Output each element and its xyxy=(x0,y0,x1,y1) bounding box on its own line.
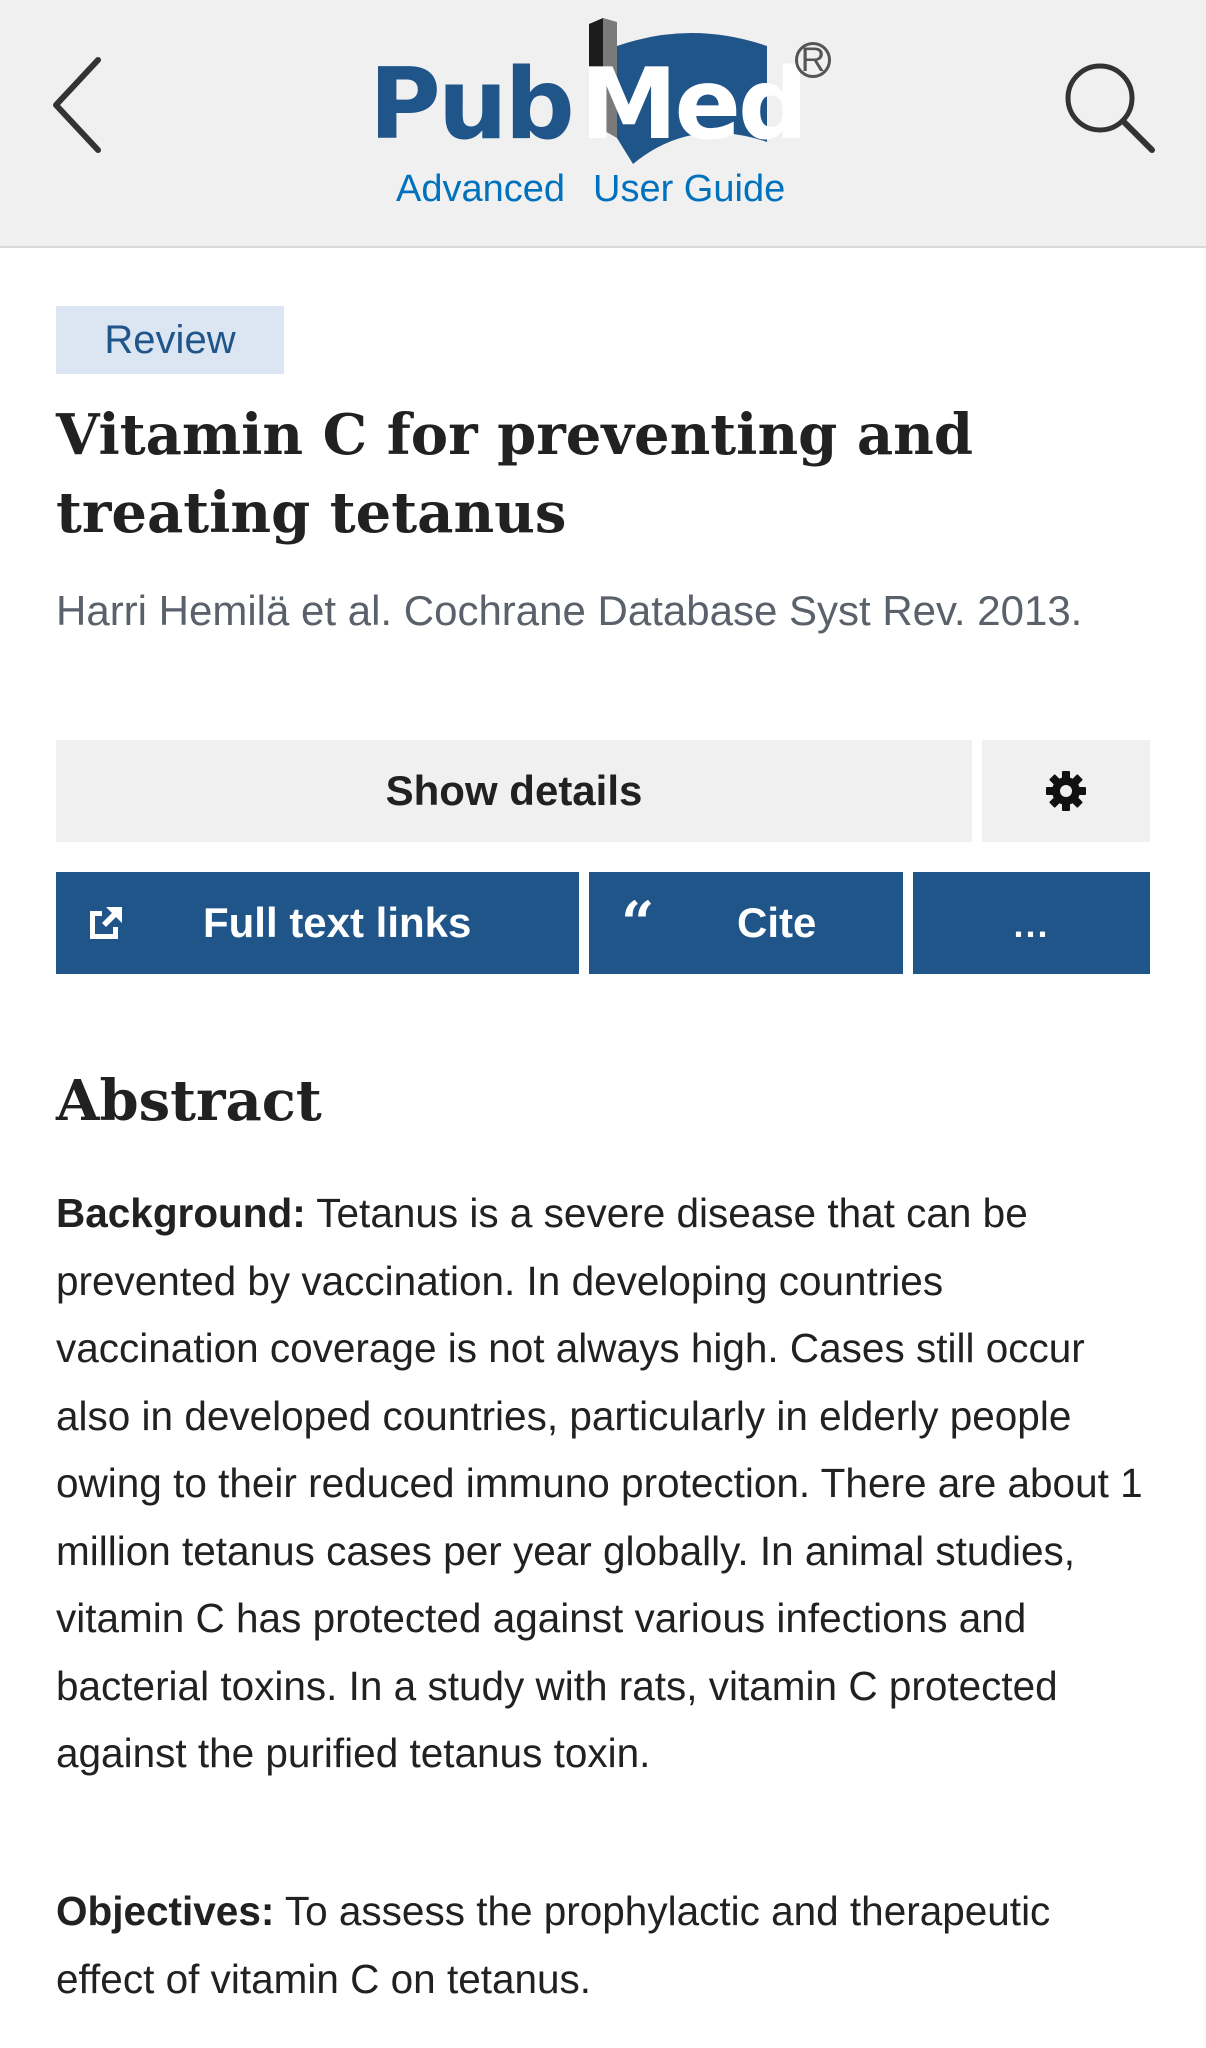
full-text-links-label: Full text links xyxy=(203,899,472,946)
back-button[interactable] xyxy=(48,50,120,160)
details-row xyxy=(56,740,1150,842)
article-citation: Harri Hemilä et al. Cochrane Database Syst Rev. 2013. xyxy=(56,587,1083,634)
external-link-icon xyxy=(86,905,124,941)
objectives-text: To assess the prophylactic and therapeutic effect of vitamin C on tetanus. xyxy=(56,1888,1051,2002)
abstract-objectives xyxy=(56,1878,1150,2013)
pubmed-logo[interactable] xyxy=(365,12,845,172)
abstract-background xyxy=(56,1180,1150,1788)
background-label: Background: xyxy=(56,1190,306,1236)
registered-mark: R xyxy=(795,42,831,78)
abstract-heading: Abstract xyxy=(56,1068,322,1134)
search-button[interactable] xyxy=(1060,58,1160,158)
search-icon xyxy=(1060,58,1160,158)
action-buttons xyxy=(56,872,1150,974)
settings-button[interactable] xyxy=(982,740,1150,842)
publication-type-badge: Review xyxy=(56,306,284,374)
show-details-button[interactable]: Show details xyxy=(56,740,972,842)
article-title: Vitamin C for preventing and treating tetanus xyxy=(56,402,973,546)
background-text: Tetanus is a severe disease that can be prevented by vaccination. In developing countries vaccination coverage is not always high. Cases still occur also in developed countries, particularly in elderly people owing to their reduced immuno protection. There are about 1 million tetanus cases per year globally. In animal studies, vitamin C has protected against various infections and bacterial toxins. In a study with rats, vitamin C protected against the purified tetanus toxin. xyxy=(56,1190,1143,1776)
gear-icon xyxy=(1044,769,1088,813)
user-guide-link[interactable]: User Guide xyxy=(593,168,786,210)
more-actions-button[interactable] xyxy=(913,872,1150,974)
cite-label: Cite xyxy=(737,899,817,946)
header-links xyxy=(396,168,785,211)
top-bar xyxy=(0,0,1206,248)
logo-text-pub: Pub xyxy=(369,48,572,162)
full-text-links-button[interactable] xyxy=(56,872,579,974)
objectives-label: Objectives: xyxy=(56,1888,275,1934)
cite-button[interactable] xyxy=(589,872,903,974)
logo-text-med: Med xyxy=(580,48,806,162)
chevron-left-icon xyxy=(48,50,120,160)
more-actions-label: ... xyxy=(1013,904,1050,945)
quote-icon: “ xyxy=(621,889,655,957)
advanced-search-link[interactable]: Advanced xyxy=(396,168,566,210)
